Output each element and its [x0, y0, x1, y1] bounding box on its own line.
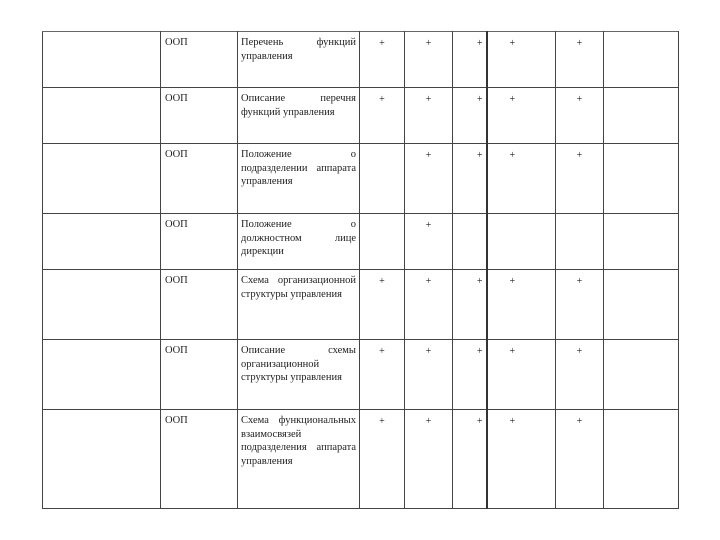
mark-cell-4: +	[487, 270, 556, 340]
mark-cell-5: +	[556, 32, 604, 88]
mark-cell-4: +	[487, 88, 556, 144]
mark-cell-6	[604, 88, 679, 144]
mark-cell-2: +	[405, 214, 453, 270]
mark-cell-2: +	[405, 32, 453, 88]
mark-cell-6	[604, 340, 679, 410]
row-code-cell: ООП	[161, 270, 238, 340]
mark-cell-3	[453, 214, 487, 270]
table-row	[43, 410, 679, 509]
mark-cell-6	[604, 270, 679, 340]
mark-cell-2: +	[405, 88, 453, 144]
row-code-cell: ООП	[161, 214, 238, 270]
row-code-cell: ООП	[161, 410, 238, 509]
mark-cell-2: +	[405, 340, 453, 410]
mark-cell-5: +	[556, 144, 604, 214]
empty-cell	[43, 214, 161, 270]
empty-cell	[43, 144, 161, 214]
mark-cell-4: +	[487, 410, 556, 509]
mark-cell-4: +	[487, 144, 556, 214]
row-description-cell: Описание схемы организационной структуры управления	[238, 340, 360, 410]
mark-cell-4: +	[487, 32, 556, 88]
mark-cell-3: +	[453, 270, 487, 340]
row-code-cell: ООП	[161, 340, 238, 410]
mark-cell-2: +	[405, 270, 453, 340]
mark-cell-1: +	[360, 270, 405, 340]
empty-cell	[43, 88, 161, 144]
row-description-cell: Описание перечня функций управления	[238, 88, 360, 144]
mark-cell-5	[556, 214, 604, 270]
table-row	[43, 270, 679, 340]
mark-cell-3: +	[453, 340, 487, 410]
mark-cell-3: +	[453, 32, 487, 88]
row-description-cell: Схема организационной структуры управления	[238, 270, 360, 340]
table-row	[43, 214, 679, 270]
empty-cell	[43, 32, 161, 88]
mark-cell-2: +	[405, 144, 453, 214]
row-code-cell: ООП	[161, 88, 238, 144]
row-description-cell: Схема функциональных взаимосвязей подразделения аппарата управления	[238, 410, 360, 509]
row-code-cell: ООП	[161, 144, 238, 214]
mark-cell-4	[487, 214, 556, 270]
mark-cell-1	[360, 144, 405, 214]
mark-cell-6	[604, 214, 679, 270]
row-code-cell: ООП	[161, 32, 238, 88]
table-row	[43, 340, 679, 410]
empty-cell	[43, 270, 161, 340]
mark-cell-3: +	[453, 88, 487, 144]
table-row	[43, 32, 679, 88]
mark-cell-3: +	[453, 410, 487, 509]
mark-cell-4: +	[487, 340, 556, 410]
row-description-cell: Положение о подразделении аппарата управления	[238, 144, 360, 214]
mark-cell-3: +	[453, 144, 487, 214]
table-body	[43, 32, 679, 509]
mark-cell-1: +	[360, 88, 405, 144]
mark-cell-1: +	[360, 410, 405, 509]
table-row	[43, 144, 679, 214]
row-description-cell: Положение о должностном лице дирекции	[238, 214, 360, 270]
mark-cell-5: +	[556, 270, 604, 340]
table-row	[43, 88, 679, 144]
empty-cell	[43, 340, 161, 410]
mark-cell-5: +	[556, 88, 604, 144]
mark-cell-5: +	[556, 340, 604, 410]
mark-cell-1: +	[360, 32, 405, 88]
document-table	[42, 31, 679, 509]
mark-cell-1: +	[360, 340, 405, 410]
mark-cell-6	[604, 144, 679, 214]
mark-cell-5: +	[556, 410, 604, 509]
mark-cell-2: +	[405, 410, 453, 509]
mark-cell-6	[604, 32, 679, 88]
mark-cell-6	[604, 410, 679, 509]
row-description-cell: Перечень функций управления	[238, 32, 360, 88]
empty-cell	[43, 410, 161, 509]
mark-cell-1	[360, 214, 405, 270]
